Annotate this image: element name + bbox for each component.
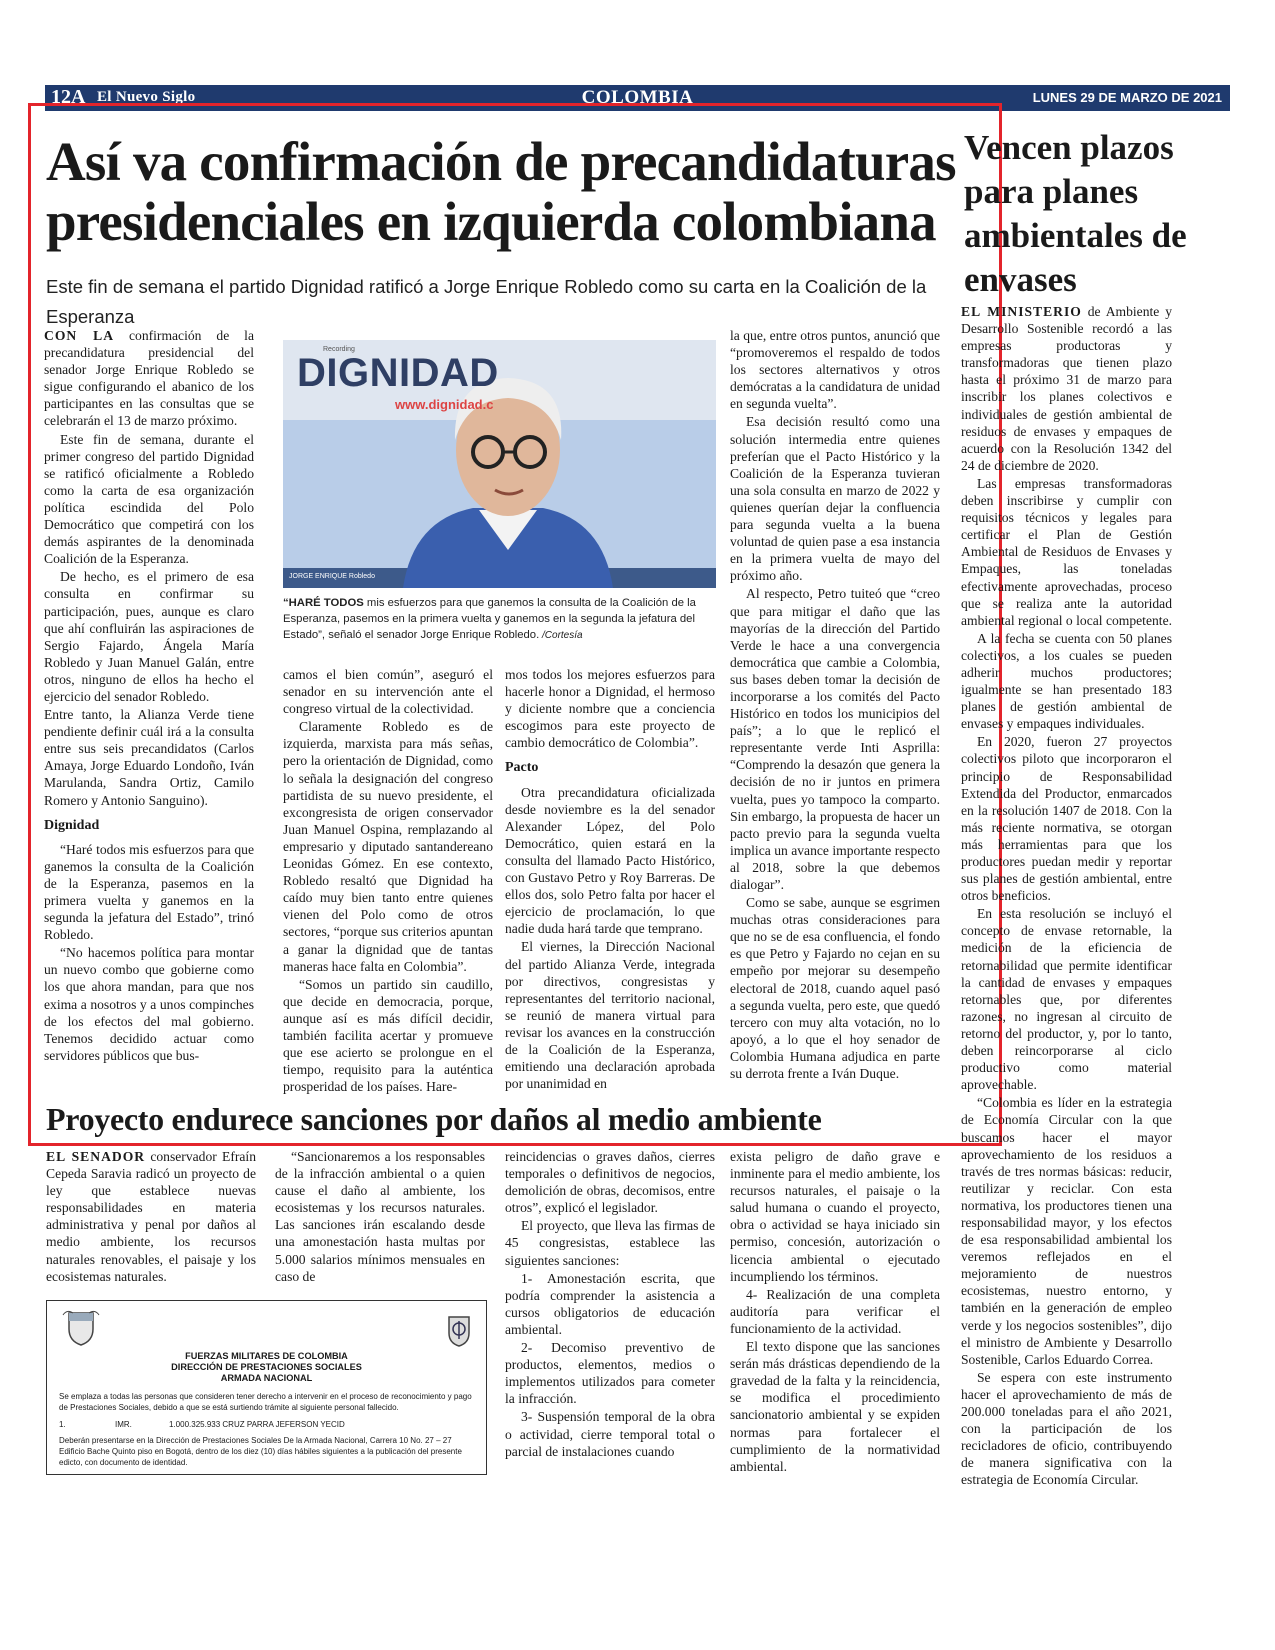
main-article-column-4 — [730, 327, 940, 1083]
second-article-column-4 — [730, 1148, 940, 1476]
paragraph: Como se sabe, aunque se esgrimen muchas otras consideraciones para que no se de esa confluencia, el fondo es que Petro y Fajardo no cejan en su empeño por mejorar su desempeño electoral de 2018, cuando aquel pasó a segunda vuelta, pero este, que quedó tercero con muy alta votación, no lo apoyó, a lo que el hoy senador de Colombia Humana adjudica en parte su derrota frente a Iván Duque. — [730, 895, 940, 1082]
main-article-column-3 — [505, 666, 715, 1093]
paragraph: En 2020, fueron 27 proyectos colectivos piloto que incorporaron el principio de Responsabilidad Extendida del Productor, enmarcados en la resolución 1407 de 2018. Con la más reciente normativa, se otorgan más herramientas para que los productores puedan medir y reportar sus planes de gestión ambiental, entre otros beneficios. — [961, 734, 1172, 904]
side-article-title: Vencen plazos para planes ambientales de envases — [964, 128, 1187, 299]
page-number: 12A — [51, 86, 86, 108]
dignidad-logo-text: DIGNIDAD — [297, 351, 499, 395]
paragraph: EL MINISTERIO de Ambiente y Desarrollo Sostenible recordó a las empresas productoras y transformadoras que tienen plazo hasta el próximo 31 de marzo para inscribir los planes colectivos e individuales de gestión ambiental de residuos de envases y empaques de acuerdo con la Resolución 1342 del 24 de diciembre de 2020. — [961, 304, 1172, 473]
paragraph: mos todos los mejores esfuerzos para hacerle honor a Dignidad, el hermoso y diciente nombre que a conciencia escogimos para este proyecto de cambio democrático de Colombia”. — [505, 667, 715, 751]
notice-text: Se emplaza a todas las personas que consideren tener derecho a intervenir en el proceso de reconocimiento y pago de Prestaciones Sociales, debido a que se está surtiendo trámite al siguiente personal fallecido. — [59, 1392, 472, 1412]
lower-third-label: JORGE ENRIQUE Robledo — [289, 573, 375, 580]
paragraph: camos el bien común”, aseguró el senador en su intervención ante el congreso virtual de la colectividad. — [283, 667, 493, 717]
paragraph: Esa decisión resultó como una solución intermedia entre quienes preferían que el Pacto Histórico y la Coalición de la Esperanza tuvieran una sola consulta en marzo de 2022 y quienes querían dejar la confluencia para segunda vuelta a la buena voluntad de quien pase a esa instancia en la primera vuelta de mayo del próximo año. — [730, 414, 940, 584]
paragraph: reincidencias o graves daños, cierres temporales o definitivos de negocios, demolición de obras, decomisos, entre otros”, explicó el legislador. — [505, 1149, 715, 1216]
paragraph: EL SENADOR conservador Efraín Cepeda Saravia radicó un proyecto de ley que establece nuevas responsabilidades en materia administrativa y penal por daños al medio ambiente, los recursos naturales renovables, el paisaje y los ecosistemas naturales. — [46, 1149, 256, 1284]
second-article-column-3 — [505, 1148, 715, 1461]
photo-caption: “HARÉ TODOS mis esfuerzos para que ganemos la consulta de la Coalición de la Esperanza, pasemos en la primera vuelta y ganemos en la segunda la jefatura del Estado”, señaló el senador Jorge Enrique Robledo. /Cortesía — [283, 597, 696, 641]
paragraph: “Sancionaremos a los responsables de la infracción ambiental o a quien cause el daño al ambiente, los ecosistemas y los recursos naturales. Las sanciones irán escalando desde una amonestación hasta multas por 5.000 salarios mínimos mensuales en caso de — [275, 1149, 485, 1284]
subhead-dignidad: Dignidad — [44, 817, 100, 833]
main-article-column-1 — [44, 327, 254, 1065]
paragraph: A la fecha se cuenta con 50 planes colectivos, a los cuales se pueden adherir muchos productores; igualmente se han presentado 183 planes de gestión ambiental de envases y empaques individuales. — [961, 630, 1172, 732]
paragraph: “No hacemos política para montar un nuevo combo que gobierne como los que ahora mandan, para que nos exima a nosotros y a unos compinches de los efectos del mal gobierno. Tenemos decidido actuar como servidores públicos que bus- — [44, 945, 254, 1063]
paragraph: 4- Realización de una completa auditoría para verificar el funcionamiento de la actividad. — [730, 1286, 940, 1336]
photo-credit: /Cortesía — [539, 630, 583, 641]
colombia-crest-icon — [61, 1307, 101, 1347]
paragraph: 1- Amonestación escrita, que podría comprender la asistencia a cursos obligatorios de educación ambiental. — [505, 1270, 715, 1337]
paragraph: El proyecto, que lleva las firmas de 45 congresistas, establece las siguientes sanciones: — [505, 1218, 715, 1268]
recording-label: Recording — [323, 346, 355, 353]
paragraph: “Haré todos mis esfuerzos para que ganemos la consulta de la Coalición de la Esperanza, pasemos en la primera vuelta y ganemos en la segunda la jefatura del Estado”, trinó Robledo. — [44, 841, 254, 943]
issue-date: LUNES 29 DE MARZO DE 2021 — [1032, 90, 1222, 105]
robledo-photo — [283, 340, 716, 588]
second-article-title: Proyecto endurece sanciones por daños al medio ambiente — [46, 1101, 822, 1137]
paragraph: Las empresas transformadoras deben inscribirse y cumplir con requisitos técnicos y legales para certificar el Plan de Gestión Ambiental de Residuos de Envases y Empaques, las toneladas efectivamente aprovechadas, proceso que se realiza ante la autoridad ambiental regional o local competente. — [961, 475, 1172, 628]
section-name: COLOMBIA — [581, 87, 694, 108]
subhead-pacto: Pacto — [505, 760, 539, 776]
publication-name: El Nuevo Siglo — [97, 89, 196, 105]
paragraph: Al respecto, Petro tuiteó que “creo que para mitigar el daño que las mayorías de la dirección del Partido Verde le hace a una convergencia democrática que cambie a Colombia, sus bases deben tomar la decisión de incorporarse a los comités del Pacto Histórico en todos los municipios del país”; a lo que le replicó el representante verde Inti Asprilla: “Comprendo la desazón que genera la decisión de no ir juntos en primera vuelta, pues yo tampoco la comparto. Sin embargo, la propuesta de hacer un pacto previo para la segunda vuelta implica un avance importante respecto al 2018, sobre la que debemos dialogar”. — [730, 586, 940, 892]
paragraph: 2- Decomiso preventivo de productos, elementos, medios o implementos utilizados para cometer la infracción. — [505, 1340, 715, 1407]
notice-footer: Deberán presentarse en la Dirección de Prestaciones Sociales De la Armada Nacional, Carrera 10 No. 27 – 27 Edificio Bache Quinto piso en Bogotá, dentro de los diez (10) días hábiles siguientes a la publicación del presente edicto, con documento de identidad. — [59, 1436, 462, 1467]
paragraph: De hecho, es el primero de esa consulta en confirmar su participación, pues, aunque es claro que ahí confluirán las aspiraciones de Sergio Fajardo, Ángela María Robledo y Juan Manuel Galán, entre otros, ninguno de ellos ha hecho el ejercicio del senador Robledo. — [44, 569, 254, 704]
paragraph: En esta resolución se incluyó el concepto de envase retornable, la medición de la eficiencia de retornabilidad que permite identificar la cantidad de envases y empaques retornables que, por diferentes razones, no ingresan al circuito de retorno del productor, y, por lo tanto, deben reincorporarse al ciclo productivo como material aprovechable. — [961, 906, 1172, 1093]
second-article-column-2 — [275, 1148, 485, 1286]
armada-crest-icon — [439, 1309, 479, 1349]
second-article-column-1 — [46, 1148, 256, 1286]
paragraph: Otra precandidatura oficializada desde noviembre es la del senador Alexander López, del Polo Democrático, quien estará en la consulta del llamado Pacto Histórico, con Gustavo Petro y Roy Barreras. De ellos dos, solo Petro falta por hacer el ejercicio de proclamación, lo que nadie duda hará tarde que temprano. — [505, 784, 715, 937]
main-article-column-2 — [283, 666, 493, 1096]
lead-in: CON LA — [44, 328, 115, 343]
paragraph: Claramente Robledo es de izquierda, marxista para más señas, pero la orientación de Dignidad, como lo señala la designación del congreso partidista de su nuevo presidente, el excongresista de origen conservador Juan Manuel Ospina, remplazando al empresario y diputado santandereano Leonidas Gómez. En ese contexto, Robledo resaltó que Dignidad ha caído muy bien tanto entre quienes vienen del Polo como de otros sectores, “porque sus criterios apuntan a ganar la dignidad que de tantas maneras hace falta en Colombia”. — [283, 719, 493, 974]
paragraph: El texto dispone que las sanciones serán más drásticas dependiendo de la gravedad de la falta y la reincidencia, se modifica el procedimiento sancionatorio ambiental y se expiden normas para fortalecer el cumplimiento de la normatividad ambiental. — [730, 1339, 940, 1474]
dignidad-web-text: www.dignidad.c — [395, 397, 494, 412]
lead-in: EL SENADOR — [46, 1149, 146, 1164]
notice-heading: FUERZAS MILITARES DE COLOMBIA DIRECCIÓN DE PRESTACIONES SOCIALES ARMADA NACIONAL — [171, 1351, 362, 1383]
paragraph: “Colombia es líder en la estrategia de Economía Circular con la que buscamos hacer el mayor aprovechamiento de los residuos a través de tres normas básicas: reducir, reutilizar y reciclar. Con esta normativa, los productores tienen una responsabilidad mayor, y los efectos de esa responsabilidad ambiental los veremos reflejados en el mejoramiento de nuestros ecosistemas, nuestro entorno, y también en la generación de empleo verde y los negocios sostenibles”, dijo el ministro de Ambiente y Desarrollo Sostenible, Carlos Eduardo Correa. — [961, 1095, 1172, 1367]
paragraph: 3- Suspensión temporal de la obra o actividad, cierre temporal total o parcial de instalaciones cuando — [505, 1409, 715, 1459]
paragraph: la que, entre otros puntos, anunció que “promoveremos el respaldo de todos los sectores alternativos y otros demócratas a la candidatura de unidad en segunda vuelta”. — [730, 328, 940, 412]
paragraph: Se espera con este instrumento hacer el aprovechamiento de más de 200.000 toneladas para el año 2021, con la participación de los recicladores de oficio, contribuyendo de manera significativa con la estrategia de Economía Circular. — [961, 1369, 1172, 1488]
paragraph: “Somos un partido sin caudillo, que decide en democracia, porque, aunque así es más difícil decidir, también facilita acertar y promueve que ese acierto se prolongue en el tiempo, requisito para la auténtica prosperidad de los países. Hare- — [283, 976, 493, 1095]
paragraph: exista peligro de daño grave e inminente para el medio ambiente, los recursos naturales, el paisaje o la salud humana o cuando el proyecto, obra o actividad se haya iniciado sin permiso, concesión, autorización o licencia ambiental o ejecutado incumpliendo los términos. — [730, 1149, 940, 1284]
paragraph: Entre tanto, la Alianza Verde tiene pendiente definir cuál irá a la consulta entre sus seis precandidatos (Carlos Amaya, Jorge Eduardo Londoño, Iván Marulanda, Sandra Ortiz, Camilo Romero y Antonio Sanguino). — [44, 707, 254, 808]
paragraph: CON LA confirmación de la precandidatura presidencial del senador Jorge Enrique Robledo se sigue configurando el abanico de los participantes en las consultas que se celebrarán el 13 de marzo próximo. — [44, 328, 254, 429]
main-article-subtitle: Este fin de semana el partido Dignidad ratificó a Jorge Enrique Robledo como su carta en la Coalición de la Esperanza — [46, 276, 927, 327]
paragraph: Este fin de semana, durante el primer congreso del partido Dignidad se ratificó oficialmente a Robledo como la carta de esa organización política escindida del Polo Democrático que competirá con los demás aspirantes de la denominada Coalición de la Esperanza. — [44, 431, 254, 567]
main-article-title: Así va confirmación de precandidaturas presidenciales en izquierda colombiana — [46, 131, 956, 252]
official-notice: FUERZAS MILITARES DE COLOMBIA DIRECCIÓN DE PRESTACIONES SOCIALES ARMADA NACIONAL Se emplaza a todas las personas que consideren tener derecho a intervenir en el proceso de reconocimiento y pago de Prestaciones Sociales, debido a que se está surtiendo trámite al siguiente personal fallecido. 1. IMR. 1.000.325.933 CRUZ PARRA JEFERSON YECID Deberán presentarse en la Dirección de Prestaciones Sociales De la Armada Nacional, Carrera 10 No. 27 – 27 Edificio Bache Quinto piso en Bogotá, dentro de los diez (10) días hábiles siguientes a la publicación del presente edicto, con documento de identidad. — [46, 1300, 487, 1475]
caption-lead: “HARÉ TODOS — [283, 597, 364, 609]
lead-in: EL MINISTERIO — [961, 304, 1082, 319]
side-article-body — [961, 303, 1172, 1489]
paragraph: El viernes, la Dirección Nacional del partido Alianza Verde, integrada por directivos, congresistas y representantes del territorio nacional, se reunió de manera virtual para revisar los avances en la construcción de la Coalición de la Esperanza, emitiendo una declaración aprobada por unanimidad en — [505, 939, 715, 1092]
